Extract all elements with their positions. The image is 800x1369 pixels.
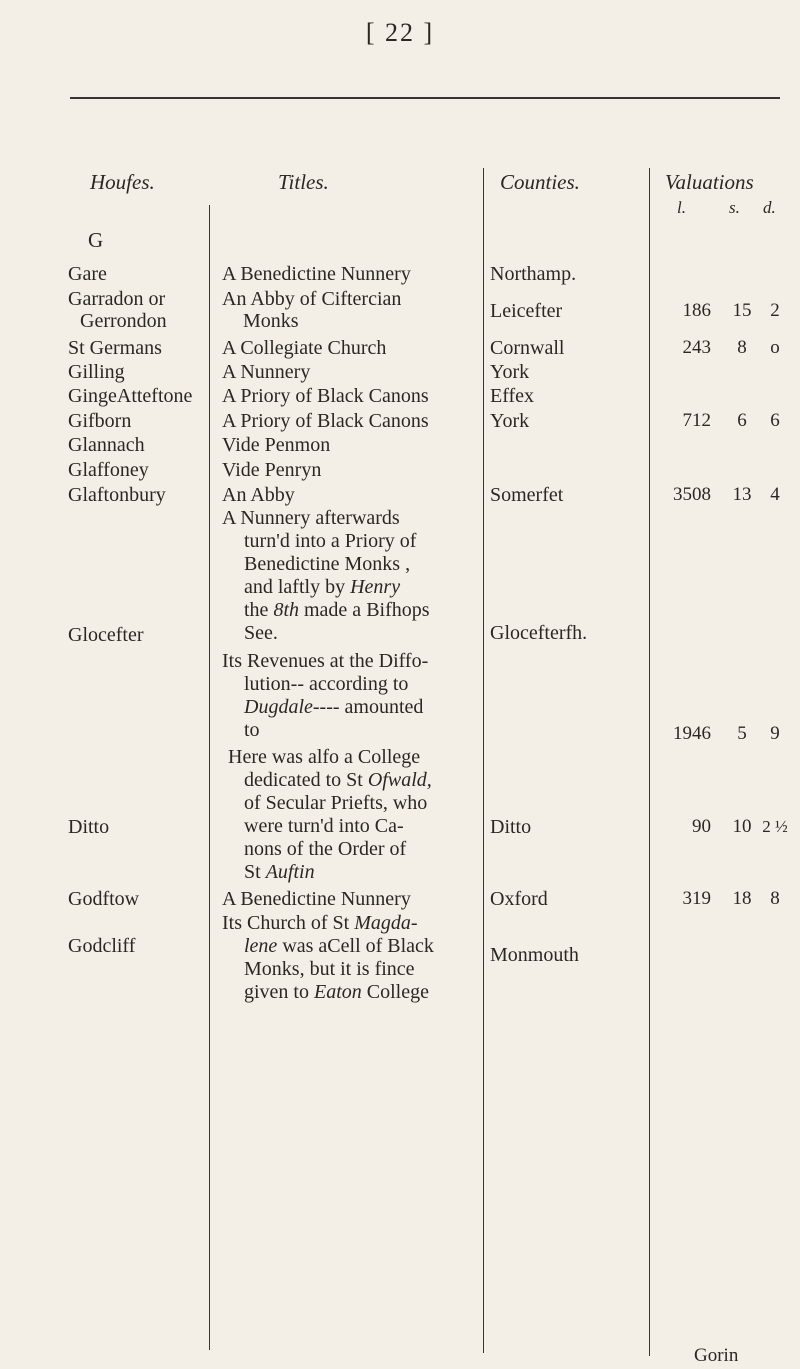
- house-title: A Benedictine Nunnery: [222, 263, 411, 285]
- house-title-line: See.: [244, 622, 278, 644]
- house-county: York: [490, 410, 530, 432]
- text-run: dedicated to St: [244, 769, 368, 791]
- text-run-italic: Henry: [350, 576, 401, 598]
- house-title-line: [244, 981, 429, 1003]
- text-run: amounted: [339, 696, 424, 718]
- valuation-pence: 9: [770, 723, 780, 744]
- house-county: Monmouth: [490, 944, 579, 966]
- house-name: GingeAtteftone: [68, 385, 193, 407]
- house-title-line: Monks, but it is fince: [244, 958, 415, 980]
- valuation-shillings: 13: [732, 484, 752, 505]
- house-title-line: turn'd into a Priory of: [244, 530, 417, 552]
- valuation-shillings: 10: [732, 816, 752, 837]
- house-title-line: of Secular Priefts, who: [244, 792, 428, 814]
- house-title: Vide Penmon: [222, 434, 331, 456]
- house-title-line: to: [244, 719, 260, 741]
- house-title-line: [244, 935, 434, 957]
- text-run-italic: Ofwald,: [367, 769, 432, 791]
- header-unit-d: d.: [763, 198, 776, 217]
- page-number: [ 22 ]: [365, 18, 435, 47]
- house-name: Ditto: [68, 816, 110, 838]
- valuation-shillings: 15: [732, 300, 752, 321]
- house-county: Oxford: [490, 888, 548, 910]
- house-county: Glocefterfh.: [490, 622, 588, 644]
- header-houses: Houfes.: [90, 170, 155, 194]
- house-name: Glaftonbury: [68, 484, 166, 506]
- text-run-italic: Eaton: [314, 981, 362, 1003]
- house-name: Glannach: [68, 434, 145, 456]
- valuation-pence: o: [770, 337, 780, 358]
- text-run-italic: Dugdale----: [244, 696, 340, 718]
- text-run: Its Church of St: [222, 912, 355, 934]
- house-name: Garradon or: [68, 288, 166, 310]
- house-title: An Abby: [222, 484, 295, 506]
- valuation-pounds: 3508: [673, 484, 711, 505]
- valuation-pence: 8: [770, 888, 780, 909]
- house-name: Gilling: [68, 361, 125, 383]
- house-title: A Nunnery: [222, 361, 311, 383]
- house-county: York: [490, 361, 530, 383]
- header-counties: Counties.: [500, 170, 580, 194]
- house-county: Ditto: [490, 816, 532, 838]
- house-title: An Abby of Ciftercian: [222, 288, 402, 310]
- house-title: A Priory of Black Canons: [222, 410, 429, 432]
- house-county: Effex: [490, 385, 535, 407]
- house-county: Leicefter: [490, 300, 563, 322]
- text-run: College: [361, 981, 429, 1003]
- catchword: Gorin: [694, 1345, 739, 1366]
- house-title: A Collegiate Church: [222, 337, 387, 359]
- valuation-pence: 6: [770, 410, 780, 431]
- house-name: Godftow: [68, 888, 140, 910]
- house-name: Gare: [68, 263, 107, 285]
- house-county: Northamp.: [490, 263, 577, 285]
- text-run: given to: [244, 981, 314, 1003]
- column-rule-2: [483, 168, 484, 1353]
- valuation-pounds: 712: [682, 410, 711, 431]
- house-title-line: Benedictine Monks ,: [244, 553, 411, 575]
- valuation-shillings: 8: [737, 337, 747, 358]
- house-title-line: [222, 912, 418, 934]
- house-title-line: [244, 861, 315, 883]
- text-run-italic: 8th: [273, 599, 299, 621]
- house-title-line: were turn'd into Ca-: [244, 815, 404, 837]
- text-run: made a Bifhops: [299, 599, 430, 621]
- house-county: Somerfet: [490, 484, 564, 506]
- house-title-line: [244, 696, 423, 718]
- text-run-italic: Auftin: [265, 861, 315, 883]
- valuation-pence: 2 ½: [762, 817, 788, 836]
- text-run-italic: Magda-: [354, 912, 418, 934]
- house-title-line: Here was alfo a College: [228, 746, 421, 768]
- valuation-pounds: 1946: [673, 723, 711, 744]
- house-title-line: A Nunnery afterwards: [222, 507, 400, 529]
- valuation-pounds: 243: [682, 337, 711, 358]
- house-name: Godcliff: [68, 935, 136, 957]
- house-title-line: lution-- according to: [244, 673, 409, 695]
- house-name-cont: Gerrondon: [80, 310, 167, 332]
- house-title-cont: Monks: [243, 310, 299, 332]
- section-letter: G: [88, 228, 104, 252]
- text-run: the: [244, 599, 274, 621]
- valuation-pence: 2: [770, 300, 780, 321]
- house-title: Vide Penryn: [222, 459, 322, 481]
- text-run: and laftly by: [244, 576, 351, 598]
- house-title: A Priory of Black Canons: [222, 385, 429, 407]
- header-titles: Titles.: [278, 170, 329, 194]
- house-title-line: [244, 576, 400, 598]
- header-unit-l: l.: [677, 198, 686, 217]
- house-title-line: nons of the Order of: [244, 838, 407, 860]
- column-rule-1: [209, 205, 210, 1350]
- valuation-pence: 4: [770, 484, 780, 505]
- text-run: St: [244, 861, 266, 883]
- house-county: Cornwall: [490, 337, 565, 359]
- valuation-shillings: 5: [737, 723, 747, 744]
- valuation-pounds: 186: [682, 300, 711, 321]
- header-valuations: Valuations: [665, 170, 754, 194]
- valuation-shillings: 6: [737, 410, 747, 431]
- column-rule-3: [649, 168, 650, 1356]
- header-rule: [70, 97, 780, 99]
- house-title-line: [244, 769, 432, 791]
- valuation-pounds: 90: [692, 816, 711, 837]
- header-unit-s: s.: [729, 198, 740, 217]
- house-name: Gifborn: [68, 410, 132, 432]
- house-title-line: Its Revenues at the Diffo-: [222, 650, 429, 672]
- house-title: A Benedictine Nunnery: [222, 888, 411, 910]
- house-name: St Germans: [68, 337, 162, 359]
- house-name: Glocefter: [68, 624, 144, 646]
- valuation-shillings: 18: [732, 888, 752, 909]
- valuation-pounds: 319: [682, 888, 711, 909]
- house-name: Glaffoney: [68, 459, 149, 481]
- house-title-line: [244, 599, 430, 621]
- text-run-italic: lene: [244, 935, 278, 957]
- text-run: was aCell of Black: [277, 935, 434, 957]
